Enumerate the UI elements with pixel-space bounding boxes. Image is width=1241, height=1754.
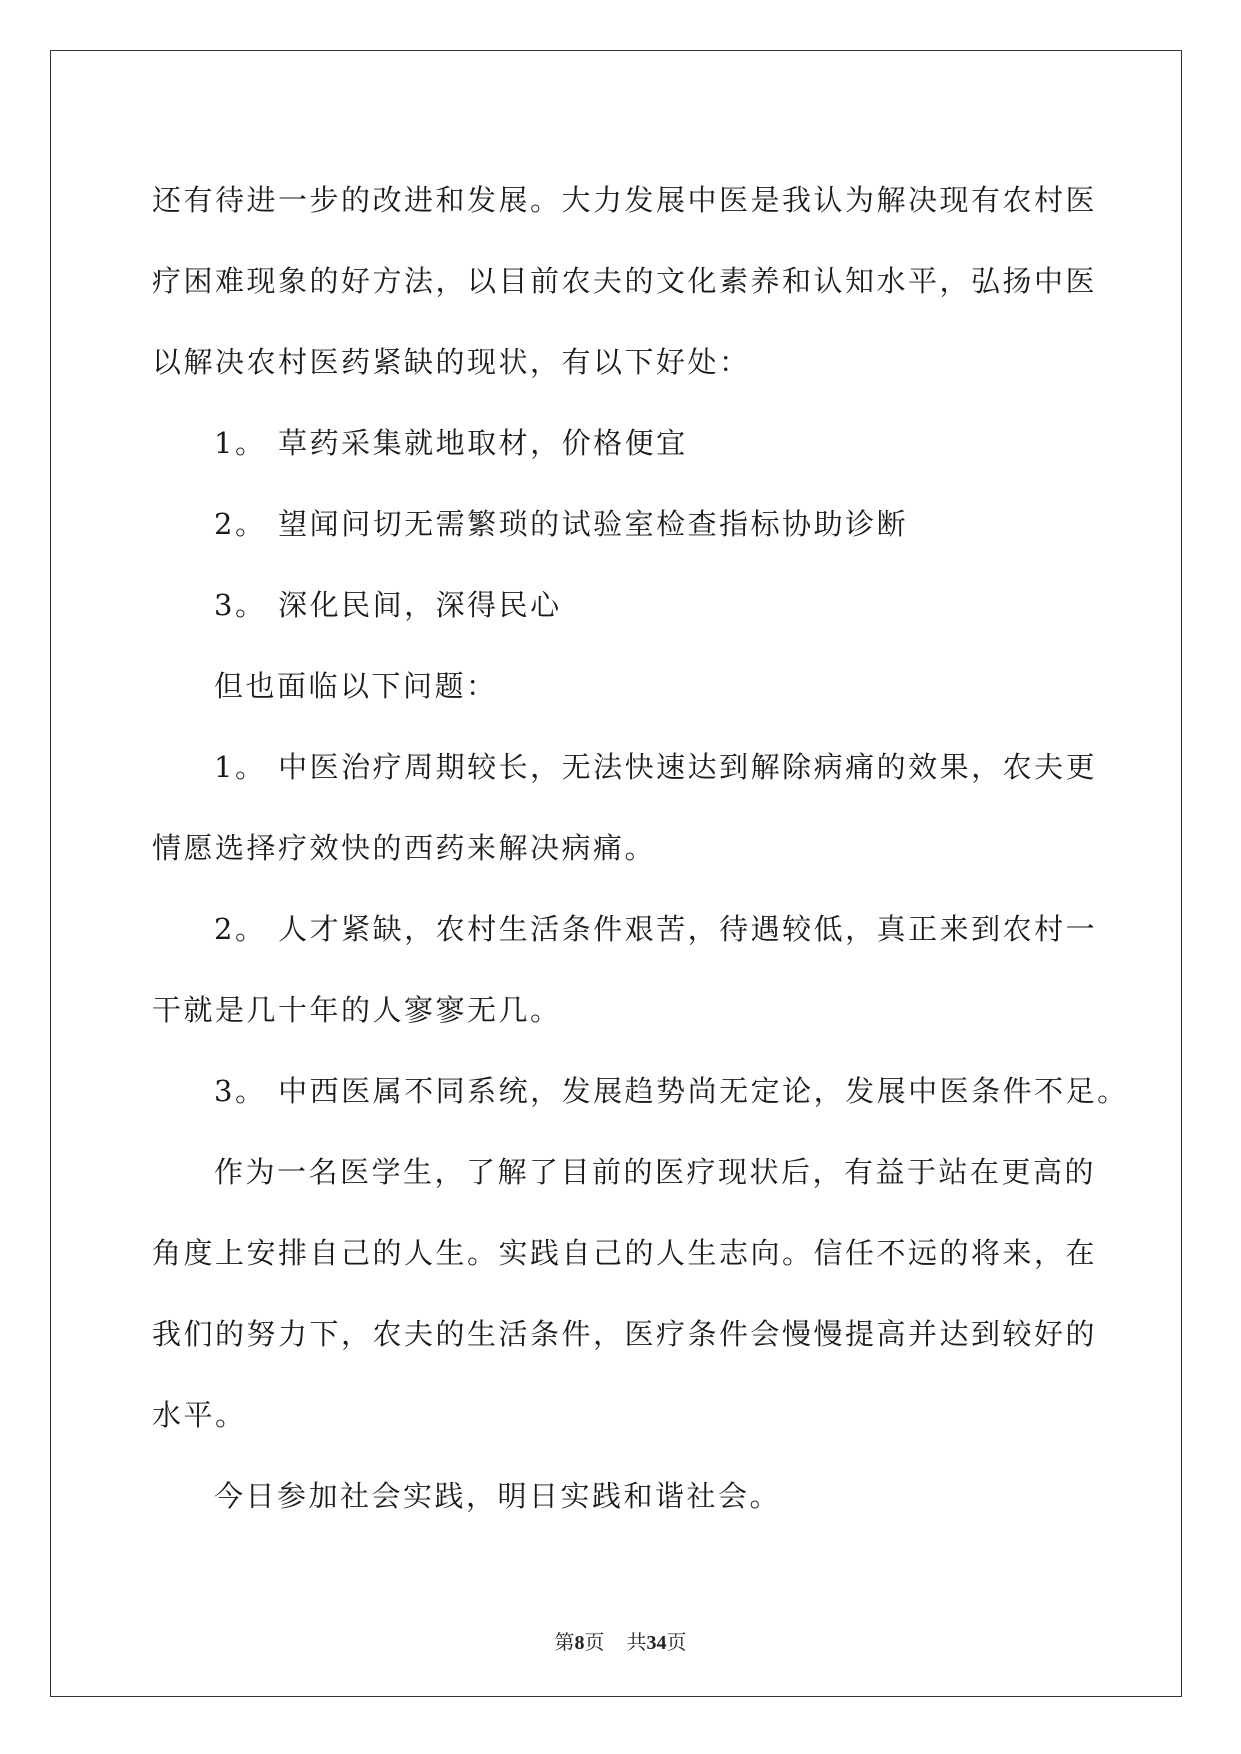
list-item: 1。 草药采集就地取材，价格便宜 <box>214 426 688 460</box>
page-suffix: 页 <box>584 1632 605 1654</box>
text-line: 还有待进一步的改进和发展。大力发展中医是我认为解决现有农村医 <box>152 183 1098 217</box>
text-line: 以解决农村医药紧缺的现状，有以下好处： <box>152 345 751 379</box>
text-line: 角度上安排自己的人生。实践自己的人生志向。信任不远的将来，在 <box>152 1236 1098 1270</box>
text-line: 我们的努力下，农夫的生活条件，医疗条件会慢慢提高并达到较好的 <box>152 1317 1098 1351</box>
text-line: 但也面临以下问题： <box>214 669 498 703</box>
text-line: 水平。 <box>152 1398 247 1432</box>
document-body <box>152 160 1129 1537</box>
page-number: 8 <box>574 1632 585 1654</box>
list-item: 1。 中医治疗周期较长，无法快速达到解除病痛的效果，农夫更 <box>214 750 1098 784</box>
page-footer <box>0 1626 1241 1655</box>
text-line: 干就是几十年的人寥寥无几。 <box>152 993 562 1027</box>
text-line: 情愿选择疗效快的西药来解决病痛。 <box>152 831 657 865</box>
text-line: 作为一名医学生，了解了目前的医疗现状后，有益于站在更高的 <box>214 1155 1097 1189</box>
page-prefix: 第 <box>554 1632 575 1654</box>
text-line: 今日参加社会实践，明日实践和谐社会。 <box>214 1479 782 1513</box>
list-item: 3。 深化民间，深得民心 <box>214 588 562 622</box>
total-suffix: 页 <box>666 1632 687 1654</box>
list-item: 2。 人才紧缺，农村生活条件艰苦，待遇较低，真正来到农村一 <box>214 912 1098 946</box>
total-pages: 34 <box>646 1632 667 1654</box>
total-prefix: 共 <box>626 1632 647 1654</box>
text-line: 疗困难现象的好方法，以目前农夫的文化素养和认知水平，弘扬中医 <box>152 264 1098 298</box>
list-item: 2。 望闻问切无需繁琐的试验室检查指标协助诊断 <box>214 507 909 541</box>
list-item: 3。 中西医属不同系统，发展趋势尚无定论，发展中医条件不足。 <box>214 1074 1129 1108</box>
